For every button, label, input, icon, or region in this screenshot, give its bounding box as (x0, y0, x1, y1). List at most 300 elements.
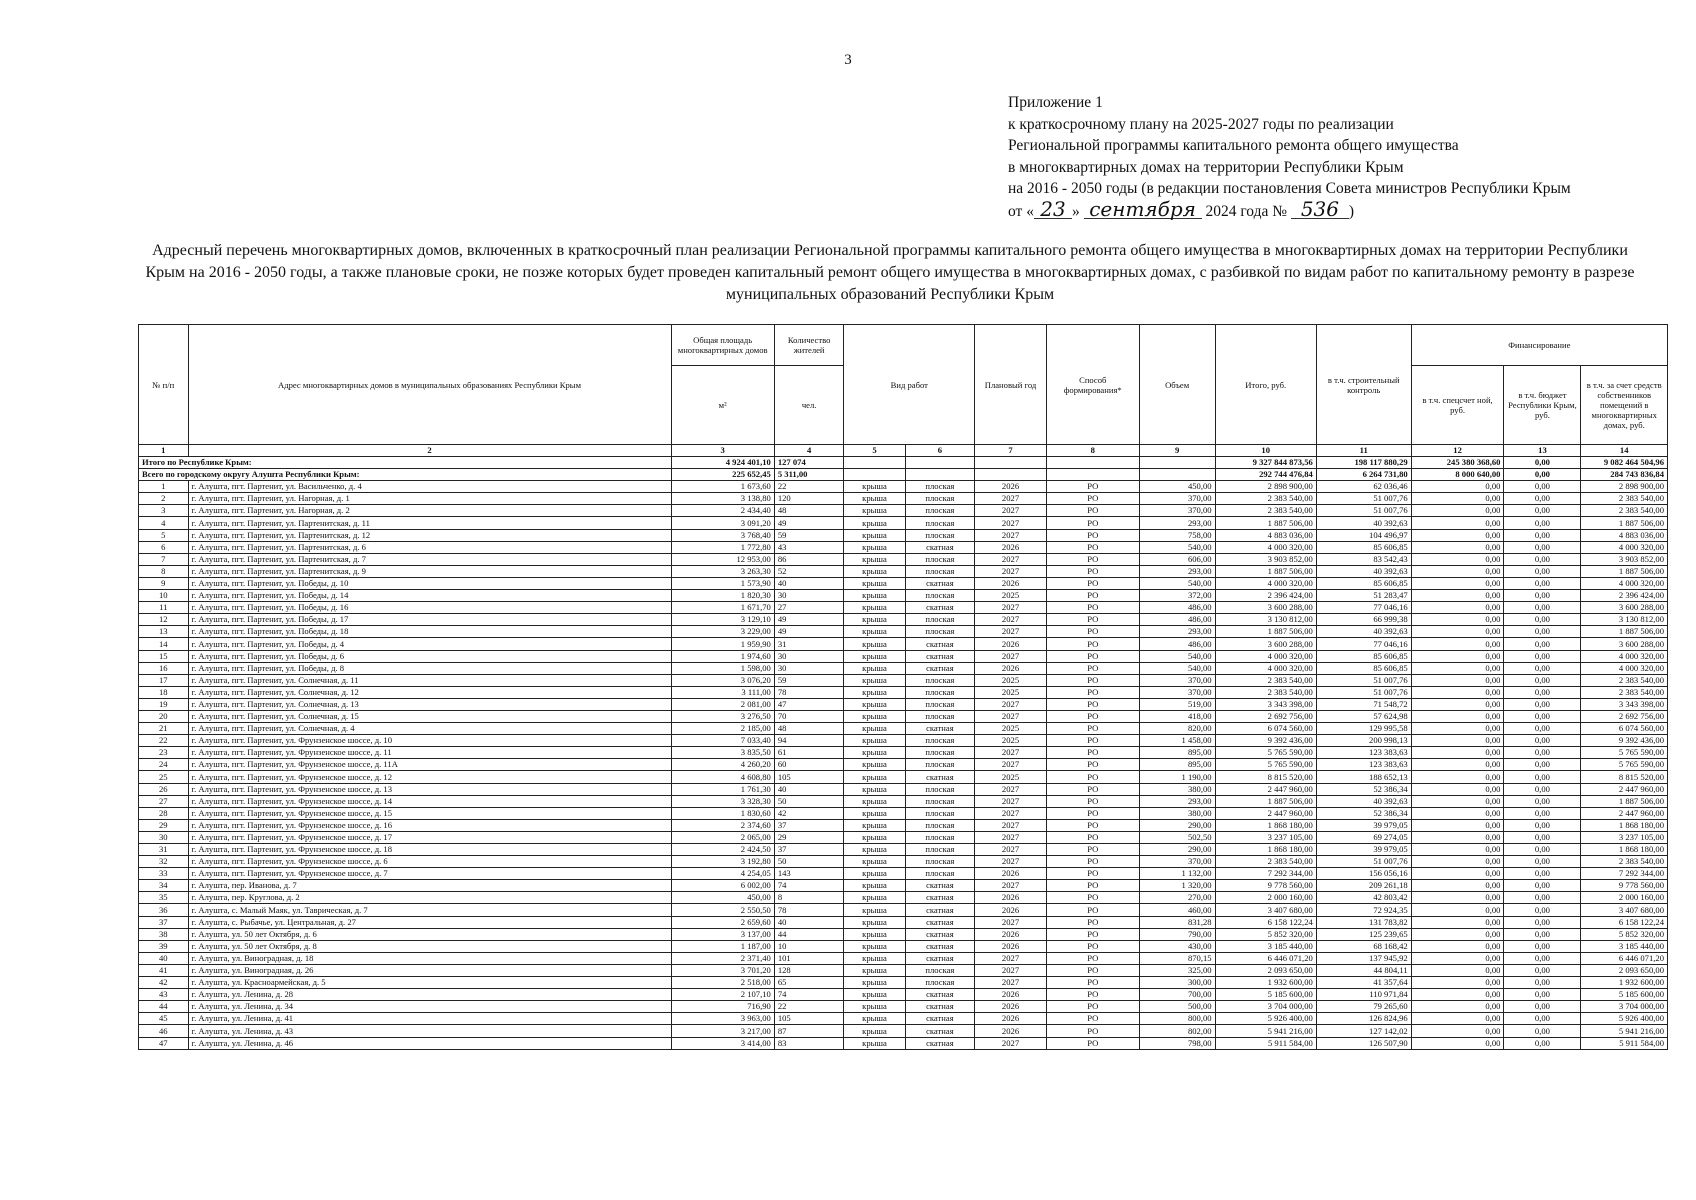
row-element: крыша (844, 759, 905, 771)
row-volume: 800,00 (1139, 1013, 1215, 1025)
row-own: 5 765 590,00 (1581, 759, 1668, 771)
row-own: 8 815 520,00 (1581, 771, 1668, 783)
row-plan-year: 2027 (975, 831, 1047, 843)
row-element: крыша (844, 517, 905, 529)
row-own: 1 932 600,00 (1581, 977, 1668, 989)
row-volume: 370,00 (1139, 493, 1215, 505)
column-number: 8 (1046, 445, 1139, 457)
handwritten-decree-number: 536 (1291, 200, 1349, 219)
row-address: г. Алушта, пгт. Партенит, ул. Нагорная, д. 1 (188, 493, 671, 505)
row-total: 1 868 180,00 (1215, 844, 1316, 856)
row-element: крыша (844, 880, 905, 892)
row-plan-year: 2025 (975, 686, 1047, 698)
total-special: 8 000 640,00 (1411, 469, 1504, 481)
row-address: г. Алушта, пгт. Партенит, ул. Солнечная, д. 11 (188, 674, 671, 686)
row-special: 0,00 (1411, 928, 1504, 940)
row-element: крыша (844, 1001, 905, 1013)
row-own: 9 778 560,00 (1581, 880, 1668, 892)
row-total: 2 383 540,00 (1215, 493, 1316, 505)
row-residents: 30 (774, 650, 844, 662)
row-number: 6 (139, 541, 189, 553)
row-address: г. Алушта, пгт. Партенит, ул. Победы, д. 18 (188, 626, 671, 638)
row-plan-year: 2027 (975, 819, 1047, 831)
row-control: 40 392,63 (1316, 795, 1411, 807)
row-residents: 44 (774, 928, 844, 940)
row-element: крыша (844, 686, 905, 698)
row-special: 0,00 (1411, 662, 1504, 674)
row-budget: 0,00 (1504, 710, 1581, 722)
row-control: 52 386,34 (1316, 783, 1411, 795)
row-control: 85 606,85 (1316, 541, 1411, 553)
row-formation: РО (1046, 759, 1139, 771)
row-element: крыша (844, 819, 905, 831)
table-row (139, 590, 1668, 602)
row-control: 69 274,05 (1316, 831, 1411, 843)
row-special: 0,00 (1411, 831, 1504, 843)
row-volume: 370,00 (1139, 686, 1215, 698)
row-plan-year: 2027 (975, 759, 1047, 771)
row-budget: 0,00 (1504, 940, 1581, 952)
row-roof-type: скатная (905, 650, 975, 662)
column-number: 13 (1504, 445, 1581, 457)
row-special: 0,00 (1411, 626, 1504, 638)
row-control: 85 606,85 (1316, 662, 1411, 674)
row-formation: РО (1046, 747, 1139, 759)
row-budget: 0,00 (1504, 952, 1581, 964)
row-area: 2 424,50 (671, 844, 774, 856)
row-address: г. Алушта, пгт. Партенит, ул. Фрунзенское шоссе, д. 6 (188, 856, 671, 868)
row-roof-type: плоская (905, 868, 975, 880)
row-own: 4 000 320,00 (1581, 662, 1668, 674)
table-row (139, 565, 1668, 577)
row-element: крыша (844, 977, 905, 989)
row-total: 4 000 320,00 (1215, 650, 1316, 662)
row-own: 1 887 506,00 (1581, 626, 1668, 638)
header-formation: Способ формирования* (1046, 325, 1139, 445)
row-control: 85 606,85 (1316, 577, 1411, 589)
row-plan-year: 2026 (975, 1001, 1047, 1013)
row-area: 2 065,00 (671, 831, 774, 843)
row-total: 3 600 288,00 (1215, 638, 1316, 650)
row-control: 110 971,84 (1316, 989, 1411, 1001)
table-row (139, 1025, 1668, 1037)
row-control: 83 542,43 (1316, 553, 1411, 565)
column-number: 10 (1215, 445, 1316, 457)
row-residents: 50 (774, 856, 844, 868)
row-residents: 143 (774, 868, 844, 880)
row-area: 3 229,00 (671, 626, 774, 638)
row-residents: 47 (774, 698, 844, 710)
row-special: 0,00 (1411, 1025, 1504, 1037)
column-number: 5 (844, 445, 905, 457)
row-total: 6 074 560,00 (1215, 723, 1316, 735)
appendix-line: в многоквартирных домах на территории Республики Крым (1008, 158, 1404, 176)
row-volume: 700,00 (1139, 989, 1215, 1001)
row-area: 3 328,30 (671, 795, 774, 807)
header-row-top (139, 325, 1668, 366)
row-number: 34 (139, 880, 189, 892)
column-number: 11 (1316, 445, 1411, 457)
row-roof-type: плоская (905, 977, 975, 989)
table-row (139, 819, 1668, 831)
row-element: крыша (844, 856, 905, 868)
row-number: 25 (139, 771, 189, 783)
row-roof-type: плоская (905, 505, 975, 517)
table-row (139, 626, 1668, 638)
row-special: 0,00 (1411, 880, 1504, 892)
row-total: 3 903 852,00 (1215, 553, 1316, 565)
row-formation: РО (1046, 614, 1139, 626)
row-total: 5 911 584,00 (1215, 1037, 1316, 1049)
row-number: 18 (139, 686, 189, 698)
row-volume: 325,00 (1139, 964, 1215, 976)
total-control: 6 264 731,80 (1316, 469, 1411, 481)
row-plan-year: 2027 (975, 529, 1047, 541)
row-roof-type: плоская (905, 831, 975, 843)
row-area: 4 608,80 (671, 771, 774, 783)
row-special: 0,00 (1411, 964, 1504, 976)
total-label: Итого по Республике Крым: (139, 457, 672, 469)
row-roof-type: плоская (905, 807, 975, 819)
column-number: 4 (774, 445, 844, 457)
row-formation: РО (1046, 1037, 1139, 1049)
header-work-type: Вид работ (844, 325, 975, 445)
row-total: 1 932 600,00 (1215, 977, 1316, 989)
row-volume: 519,00 (1139, 698, 1215, 710)
row-address: г. Алушта, ул. Ленина, д. 46 (188, 1037, 671, 1049)
appendix-line: к краткосрочному плану на 2025-2027 годы по реализации (1008, 115, 1394, 133)
row-control: 123 383,63 (1316, 747, 1411, 759)
row-plan-year: 2027 (975, 964, 1047, 976)
row-volume: 1 320,00 (1139, 880, 1215, 892)
row-budget: 0,00 (1504, 916, 1581, 928)
row-area: 716,90 (671, 1001, 774, 1013)
row-plan-year: 2025 (975, 590, 1047, 602)
row-area: 4 254,05 (671, 868, 774, 880)
row-roof-type: плоская (905, 553, 975, 565)
row-volume: 418,00 (1139, 710, 1215, 722)
row-plan-year: 2025 (975, 723, 1047, 735)
row-area: 1 187,00 (671, 940, 774, 952)
row-special: 0,00 (1411, 940, 1504, 952)
header-financing: Финансирование (1411, 325, 1667, 366)
row-control: 40 392,63 (1316, 565, 1411, 577)
row-volume: 290,00 (1139, 844, 1215, 856)
table-row (139, 650, 1668, 662)
row-own: 4 000 320,00 (1581, 650, 1668, 662)
row-area: 12 953,00 (671, 553, 774, 565)
row-number: 37 (139, 916, 189, 928)
row-roof-type: скатная (905, 989, 975, 1001)
table-row (139, 735, 1668, 747)
row-budget: 0,00 (1504, 928, 1581, 940)
row-number: 7 (139, 553, 189, 565)
row-volume: 293,00 (1139, 517, 1215, 529)
row-special: 0,00 (1411, 807, 1504, 819)
row-address: г. Алушта, пгт. Партенит, ул. Партенитская, д. 6 (188, 541, 671, 553)
table-row (139, 928, 1668, 940)
total-residents: 5 311,00 (774, 469, 844, 481)
row-address: г. Алушта, пгт. Партенит, ул. Солнечная, д. 13 (188, 698, 671, 710)
row-area: 2 374,60 (671, 819, 774, 831)
row-element: крыша (844, 590, 905, 602)
row-address: г. Алушта, с. Рыбачье, ул. Центральная, д. 27 (188, 916, 671, 928)
row-control: 156 056,16 (1316, 868, 1411, 880)
row-own: 5 765 590,00 (1581, 747, 1668, 759)
row-roof-type: скатная (905, 928, 975, 940)
row-volume: 540,00 (1139, 577, 1215, 589)
row-control: 51 007,76 (1316, 505, 1411, 517)
row-volume: 486,00 (1139, 602, 1215, 614)
table-row (139, 831, 1668, 843)
row-budget: 0,00 (1504, 662, 1581, 674)
row-volume: 540,00 (1139, 662, 1215, 674)
row-address: г. Алушта, пгт. Партенит, ул. Партенитская, д. 9 (188, 565, 671, 577)
row-total: 5 765 590,00 (1215, 747, 1316, 759)
table-row (139, 904, 1668, 916)
row-formation: РО (1046, 771, 1139, 783)
row-number: 8 (139, 565, 189, 577)
row-area: 4 260,20 (671, 759, 774, 771)
row-number: 5 (139, 529, 189, 541)
row-formation: РО (1046, 1001, 1139, 1013)
row-budget: 0,00 (1504, 1001, 1581, 1013)
row-formation: РО (1046, 602, 1139, 614)
row-formation: РО (1046, 541, 1139, 553)
row-residents: 40 (774, 783, 844, 795)
row-formation: РО (1046, 590, 1139, 602)
row-element: крыша (844, 602, 905, 614)
row-volume: 460,00 (1139, 904, 1215, 916)
row-own: 1 868 180,00 (1581, 844, 1668, 856)
row-special: 0,00 (1411, 723, 1504, 735)
row-area: 3 138,80 (671, 493, 774, 505)
row-element: крыша (844, 723, 905, 735)
row-roof-type: скатная (905, 892, 975, 904)
row-special: 0,00 (1411, 735, 1504, 747)
table-row (139, 1037, 1668, 1049)
row-total: 1 868 180,00 (1215, 819, 1316, 831)
row-own: 2 692 756,00 (1581, 710, 1668, 722)
row-roof-type: плоская (905, 493, 975, 505)
row-volume: 293,00 (1139, 626, 1215, 638)
row-address: г. Алушта, пгт. Партенит, ул. Фрунзенское шоссе, д. 11А (188, 759, 671, 771)
row-budget: 0,00 (1504, 844, 1581, 856)
row-number: 16 (139, 662, 189, 674)
row-element: крыша (844, 892, 905, 904)
row-plan-year: 2027 (975, 493, 1047, 505)
header-plan-year: Плановый год (975, 325, 1047, 445)
row-roof-type: скатная (905, 638, 975, 650)
row-plan-year: 2027 (975, 614, 1047, 626)
row-plan-year: 2025 (975, 735, 1047, 747)
appendix-line: Приложение 1 (1008, 94, 1103, 111)
row-budget: 0,00 (1504, 868, 1581, 880)
row-budget: 0,00 (1504, 481, 1581, 493)
row-residents: 48 (774, 505, 844, 517)
row-number: 42 (139, 977, 189, 989)
row-control: 44 804,11 (1316, 964, 1411, 976)
row-area: 2 659,60 (671, 916, 774, 928)
row-total: 3 600 288,00 (1215, 602, 1316, 614)
row-total: 5 765 590,00 (1215, 759, 1316, 771)
appendix-line: на 2016 - 2050 годы (в редакции постановления Совета министров Республики Крым (1008, 180, 1571, 197)
header-fin-budget: в т.ч. бюджет Республики Крым, руб. (1504, 366, 1581, 445)
row-special: 0,00 (1411, 493, 1504, 505)
row-formation: РО (1046, 964, 1139, 976)
row-total: 3 237 105,00 (1215, 831, 1316, 843)
row-budget: 0,00 (1504, 783, 1581, 795)
row-roof-type: плоская (905, 614, 975, 626)
row-budget: 0,00 (1504, 626, 1581, 638)
row-roof-type: плоская (905, 565, 975, 577)
row-total: 4 000 320,00 (1215, 577, 1316, 589)
row-special: 0,00 (1411, 553, 1504, 565)
total-budget: 0,00 (1504, 469, 1581, 481)
row-roof-type: плоская (905, 590, 975, 602)
row-total: 9 392 436,00 (1215, 735, 1316, 747)
row-own: 3 704 000,00 (1581, 1001, 1668, 1013)
row-roof-type: плоская (905, 964, 975, 976)
row-address: г. Алушта, ул. Виноградная, д. 18 (188, 952, 671, 964)
row-plan-year: 2027 (975, 602, 1047, 614)
row-total: 5 185 600,00 (1215, 989, 1316, 1001)
total-own: 9 082 464 504,96 (1581, 457, 1668, 469)
header-residents: Количество жителей (774, 325, 844, 366)
row-element: крыша (844, 493, 905, 505)
row-special: 0,00 (1411, 747, 1504, 759)
row-total: 3 130 812,00 (1215, 614, 1316, 626)
row-plan-year: 2027 (975, 1037, 1047, 1049)
row-plan-year: 2027 (975, 880, 1047, 892)
row-residents: 120 (774, 493, 844, 505)
row-element: крыша (844, 529, 905, 541)
row-control: 127 142,02 (1316, 1025, 1411, 1037)
row-area: 3 091,20 (671, 517, 774, 529)
row-own: 1 887 506,00 (1581, 565, 1668, 577)
row-formation: РО (1046, 819, 1139, 831)
row-own: 3 600 288,00 (1581, 602, 1668, 614)
row-number: 41 (139, 964, 189, 976)
row-own: 9 392 436,00 (1581, 735, 1668, 747)
row-area: 3 137,00 (671, 928, 774, 940)
row-address: г. Алушта, пгт. Партенит, ул. Партенитская, д. 12 (188, 529, 671, 541)
row-total: 3 407 680,00 (1215, 904, 1316, 916)
row-own: 2 383 540,00 (1581, 856, 1668, 868)
row-element: крыша (844, 614, 905, 626)
row-roof-type: плоская (905, 844, 975, 856)
row-plan-year: 2026 (975, 1025, 1047, 1037)
row-total: 1 887 506,00 (1215, 626, 1316, 638)
row-own: 5 185 600,00 (1581, 989, 1668, 1001)
row-address: г. Алушта, ул. Ленина, д. 41 (188, 1013, 671, 1025)
row-element: крыша (844, 541, 905, 553)
table-row (139, 517, 1668, 529)
row-element: крыша (844, 505, 905, 517)
register-body (139, 457, 1668, 1050)
row-number: 3 (139, 505, 189, 517)
row-address: г. Алушта, пгт. Партенит, ул. Фрунзенское шоссе, д. 13 (188, 783, 671, 795)
row-roof-type: скатная (905, 577, 975, 589)
row-plan-year: 2026 (975, 638, 1047, 650)
row-number: 43 (139, 989, 189, 1001)
row-total: 2 898 900,00 (1215, 481, 1316, 493)
row-own: 1 868 180,00 (1581, 819, 1668, 831)
row-roof-type: плоская (905, 735, 975, 747)
row-formation: РО (1046, 735, 1139, 747)
row-own: 5 941 216,00 (1581, 1025, 1668, 1037)
column-number: 9 (1139, 445, 1215, 457)
row-control: 66 999,38 (1316, 614, 1411, 626)
row-own: 7 292 344,00 (1581, 868, 1668, 880)
row-residents: 30 (774, 662, 844, 674)
row-budget: 0,00 (1504, 1037, 1581, 1049)
row-area: 2 550,50 (671, 904, 774, 916)
row-special: 0,00 (1411, 989, 1504, 1001)
row-control: 129 995,58 (1316, 723, 1411, 735)
row-address: г. Алушта, пер. Иванова, д. 7 (188, 880, 671, 892)
row-area: 1 761,30 (671, 783, 774, 795)
column-number: 3 (671, 445, 774, 457)
row-area: 2 371,40 (671, 952, 774, 964)
row-total: 4 000 320,00 (1215, 662, 1316, 674)
row-number: 15 (139, 650, 189, 662)
row-volume: 606,00 (1139, 553, 1215, 565)
row-residents: 70 (774, 710, 844, 722)
row-area: 3 217,00 (671, 1025, 774, 1037)
row-formation: РО (1046, 553, 1139, 565)
table-row (139, 602, 1668, 614)
row-element: крыша (844, 481, 905, 493)
row-own: 2 383 540,00 (1581, 505, 1668, 517)
table-row (139, 856, 1668, 868)
date-prefix: от « (1008, 202, 1034, 220)
row-total: 2 383 540,00 (1215, 674, 1316, 686)
total-special: 245 380 368,60 (1411, 457, 1504, 469)
row-budget: 0,00 (1504, 553, 1581, 565)
row-plan-year: 2026 (975, 662, 1047, 674)
row-number: 30 (139, 831, 189, 843)
row-budget: 0,00 (1504, 723, 1581, 735)
table-row (139, 505, 1668, 517)
row-area: 1 974,60 (671, 650, 774, 662)
row-total: 2 383 540,00 (1215, 505, 1316, 517)
row-control: 104 496,97 (1316, 529, 1411, 541)
row-number: 38 (139, 928, 189, 940)
row-control: 126 824,96 (1316, 1013, 1411, 1025)
row-total: 1 887 506,00 (1215, 565, 1316, 577)
row-roof-type: скатная (905, 541, 975, 553)
table-row (139, 868, 1668, 880)
row-area: 1 598,00 (671, 662, 774, 674)
total-label: Всего по городскому округу Алушта Республики Крым: (139, 469, 672, 481)
row-roof-type: скатная (905, 771, 975, 783)
row-element: крыша (844, 868, 905, 880)
row-residents: 86 (774, 553, 844, 565)
row-residents: 8 (774, 892, 844, 904)
table-row (139, 1001, 1668, 1013)
row-formation: РО (1046, 928, 1139, 940)
row-formation: РО (1046, 856, 1139, 868)
row-own: 2 000 160,00 (1581, 892, 1668, 904)
row-formation: РО (1046, 493, 1139, 505)
row-volume: 370,00 (1139, 674, 1215, 686)
row-roof-type: скатная (905, 940, 975, 952)
row-budget: 0,00 (1504, 590, 1581, 602)
row-budget: 0,00 (1504, 505, 1581, 517)
row-formation: РО (1046, 1025, 1139, 1037)
row-formation: РО (1046, 638, 1139, 650)
